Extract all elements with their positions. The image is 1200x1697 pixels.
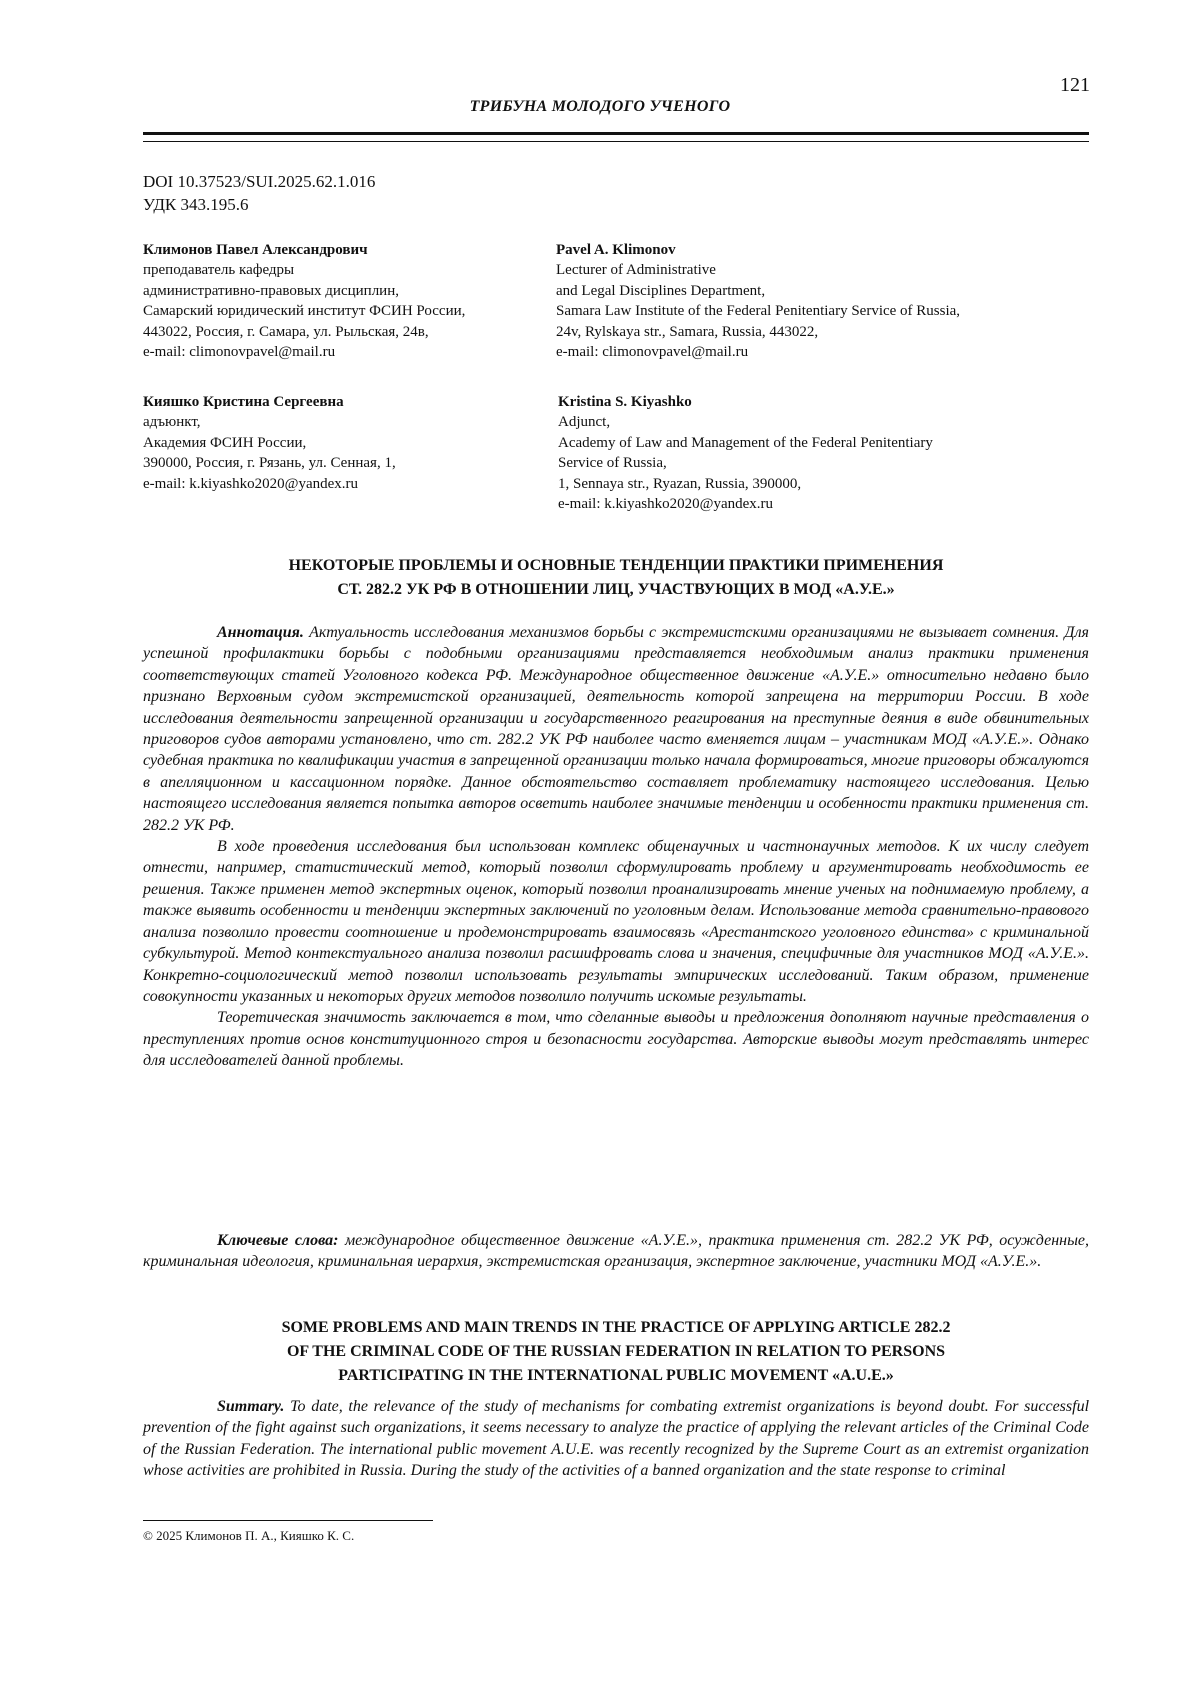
abstract-ru <box>143 622 1089 1072</box>
author-email: e-mail: climonovpavel@mail.ru <box>556 342 960 362</box>
author-line: 24v, Rylskaya str., Samara, Russia, 443022, <box>556 322 960 342</box>
author-line: административно-правовых дисциплин, <box>143 281 465 301</box>
summary-label: Summary. <box>217 1398 284 1415</box>
abstract-label: Аннотация. <box>217 624 304 641</box>
author-line: 390000, Россия, г. Рязань, ул. Сенная, 1, <box>143 453 396 473</box>
author-email: e-mail: climonovpavel@mail.ru <box>143 342 465 362</box>
author-name: Kristina S. Kiyashko <box>558 392 933 412</box>
keywords-paragraph <box>143 1230 1089 1273</box>
author-line: Самарский юридический институт ФСИН России, <box>143 301 465 321</box>
header-rule <box>143 132 1089 142</box>
author-line: преподаватель кафедры <box>143 260 465 280</box>
author-line: Academy of Law and Management of the Federal Penitentiary <box>558 433 933 453</box>
author-2-en <box>558 392 933 514</box>
summary-paragraph <box>143 1396 1089 1482</box>
footnote-rule <box>143 1520 433 1521</box>
author-line: Lecturer of Administrative <box>556 260 960 280</box>
author-line: Samara Law Institute of the Federal Penitentiary Service of Russia, <box>556 301 960 321</box>
author-email: e-mail: k.kiyashko2020@yandex.ru <box>143 474 396 494</box>
author-line: Service of Russia, <box>558 453 933 473</box>
author-line: 443022, Россия, г. Самара, ул. Рыльская, 24в, <box>143 322 465 342</box>
author-1-ru <box>143 240 465 362</box>
page-number: 121 <box>1040 74 1090 97</box>
author-name: Pavel A. Klimonov <box>556 240 960 260</box>
summary-en <box>143 1396 1089 1482</box>
article-title-ru <box>143 554 1089 602</box>
journal-section-header: ТРИБУНА МОЛОДОГО УЧЕНОГО <box>0 98 1200 116</box>
abstract-paragraph: В ходе проведения исследования был использован комплекс общенаучных и частнонаучных методов. К их числу следует отнести, например, статистический метод, который позволил сформулировать проблему и аргументировать необходимость ее решения. Также применен метод экспертных оценок, который позволил проанализировать мнение ученых на поднимаемую проблему, а также выявить особенности и тенденции экспертных заключений по уголовным делам. Использование метода сравнительно-правового анализа позволило провести соотношение и продемонстрировать взаимосвязь «Арестантского уголовного единства» с криминальной субкультурой. Метод контекстуального анализа позволил расшифровать слова и значения, специфичные для участников МОД «А.У.Е.». Конкретно-социологический метод позволил использовать результаты эмпирических исследований. Таким образом, применение совокупности указанных и некоторых других методов позволило получить искомые результаты. <box>143 836 1089 1007</box>
summary-text: To date, the relevance of the study of mechanisms for combating extremist organizations is beyond doubt. For successful prevention of the fight against such organizations, it seems necessary to analyze the practice of applying the relevant articles of the Criminal Code of the Russian Federation. The international public movement A.U.E. was recently recognized by the Supreme Court as an extremist organization whose activities are prohibited in Russia. During the study of the activities of a banned organization and the state response to criminal <box>143 1398 1089 1479</box>
doi: DOI 10.37523/SUI.2025.62.1.016 <box>143 170 375 193</box>
keywords-ru <box>143 1230 1089 1273</box>
author-2-ru <box>143 392 396 494</box>
author-line: and Legal Disciplines Department, <box>556 281 960 301</box>
title-line: PARTICIPATING IN THE INTERNATIONAL PUBLIC MOVEMENT «A.U.E.» <box>143 1364 1089 1388</box>
copyright-footnote: © 2025 Климонов П. А., Кияшко К. С. <box>143 1528 354 1544</box>
title-line: НЕКОТОРЫЕ ПРОБЛЕМЫ И ОСНОВНЫЕ ТЕНДЕНЦИИ ПРАКТИКИ ПРИМЕНЕНИЯ <box>143 554 1089 578</box>
abstract-paragraph <box>143 622 1089 836</box>
keywords-label: Ключевые слова: <box>217 1232 339 1249</box>
author-line: Adjunct, <box>558 412 933 432</box>
title-line: OF THE CRIMINAL CODE OF THE RUSSIAN FEDERATION IN RELATION TO PERSONS <box>143 1340 1089 1364</box>
author-line: 1, Sennaya str., Ryazan, Russia, 390000, <box>558 474 933 494</box>
author-name: Климонов Павел Александрович <box>143 240 465 260</box>
identifier-block <box>143 170 375 216</box>
author-line: адъюнкт, <box>143 412 396 432</box>
title-line: СТ. 282.2 УК РФ В ОТНОШЕНИИ ЛИЦ, УЧАСТВУЮЩИХ В МОД «А.У.Е.» <box>143 578 1089 602</box>
abstract-text: Актуальность исследования механизмов борьбы с экстремистскими организациями не вызывает сомнения. Для успешной профилактики борьбы с подобными организациями представляется необходимым анализ практики применения соответствующих статей Уголовного кодекса РФ. Международное общественное движение «А.У.Е.» относительно недавно было признано Верховным судом экстремистской организацией, деятельность которой запрещена на территории России. В ходе исследования деятельности запрещенной организации и государственного реагирования на преступные деяния в виде обвинительных приговоров судов авторами установлено, что ст. 282.2 УК РФ наиболее часто вменяется лицам – участникам МОД «А.У.Е.». Однако судебная практика по квалификации участия в запрещенной организации только начала формироваться, многие приговоры обжалуются в апелляционном и кассационном порядке. Данное обстоятельство составляет проблематику настоящего исследования. Целью настоящего исследования является попытка авторов осветить наиболее значимые тенденции и особенности практики применения ст. 282.2 УК РФ. <box>143 624 1089 834</box>
udk: УДК 343.195.6 <box>143 193 375 216</box>
author-1-en <box>556 240 960 362</box>
author-line: Академия ФСИН России, <box>143 433 396 453</box>
author-email: e-mail: k.kiyashko2020@yandex.ru <box>558 494 933 514</box>
article-title-en <box>143 1316 1089 1388</box>
abstract-paragraph: Теоретическая значимость заключается в том, что сделанные выводы и предложения дополняют научные представления о преступлениях против основ конституционного строя и безопасности государства. Авторские выводы могут представлять интерес для исследователей данной проблемы. <box>143 1007 1089 1071</box>
author-name: Кияшко Кристина Сергеевна <box>143 392 396 412</box>
title-line: SOME PROBLEMS AND MAIN TRENDS IN THE PRACTICE OF APPLYING ARTICLE 282.2 <box>143 1316 1089 1340</box>
keywords-text: международное общественное движение «А.У.Е.», практика применения ст. 282.2 УК РФ, осужденные, криминальная идеология, криминальная иерархия, экстремистская организация, экспертное заключение, участники МОД «А.У.Е.». <box>143 1232 1089 1270</box>
